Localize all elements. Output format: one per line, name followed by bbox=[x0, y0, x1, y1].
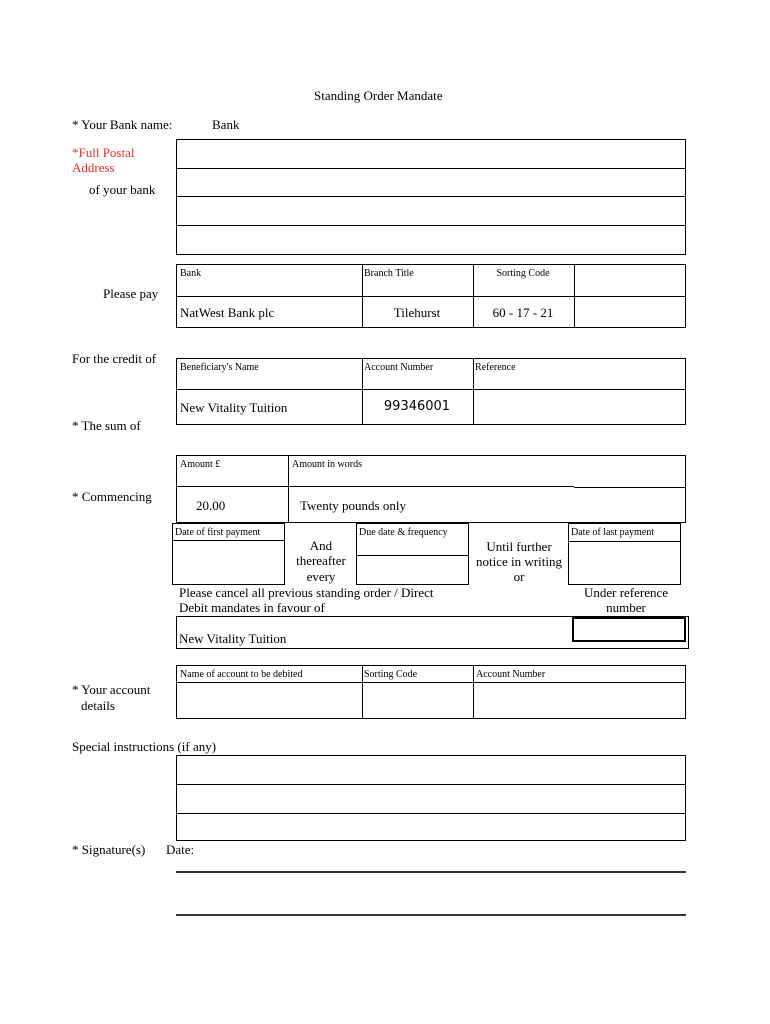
commencing-label: * Commencing bbox=[72, 489, 152, 504]
last-payment-field[interactable] bbox=[569, 541, 680, 584]
due-date-header: Due date & frequency bbox=[359, 527, 448, 538]
first-payment-field[interactable] bbox=[173, 541, 284, 584]
amount-words-value: Twenty pounds only bbox=[300, 498, 406, 513]
postal-address-label-2: Address bbox=[72, 160, 115, 175]
reference-field[interactable] bbox=[474, 390, 685, 424]
beneficiary-name-value: New Vitality Tuition bbox=[180, 400, 288, 415]
reference-number-field[interactable] bbox=[572, 617, 686, 642]
bank-name-value: Bank bbox=[212, 117, 240, 132]
due-date-field[interactable] bbox=[357, 555, 468, 584]
account-number-header: Account Number bbox=[364, 362, 434, 373]
debit-account-name-field[interactable] bbox=[177, 682, 361, 718]
debit-account-number-header: Account Number bbox=[476, 669, 546, 680]
branch-title-value: Tilehurst bbox=[393, 305, 441, 320]
thereafter-text-2: thereafter bbox=[296, 553, 346, 568]
payee-bank-value: NatWest Bank plc bbox=[180, 305, 275, 320]
first-payment-header: Date of first payment bbox=[175, 527, 261, 538]
until-text-2: notice in writing bbox=[476, 554, 562, 569]
amount-header: Amount £ bbox=[180, 459, 221, 470]
special-instructions-label: Special instructions (if any) bbox=[72, 739, 217, 754]
address-line-1-field[interactable] bbox=[177, 140, 685, 167]
credit-of-label: For the credit of bbox=[72, 351, 157, 366]
amount-table bbox=[176, 455, 686, 523]
amount-value: 20.00 bbox=[196, 498, 226, 513]
amount-words-header: Amount in words bbox=[292, 459, 362, 470]
cancel-beneficiary-value: New Vitality Tuition bbox=[179, 631, 287, 646]
sum-of-label: * The sum of bbox=[72, 418, 141, 433]
cancel-text-1: Please cancel all previous standing order / Direct bbox=[179, 585, 434, 600]
address-line-3-field[interactable] bbox=[177, 196, 685, 224]
signature-line-1[interactable] bbox=[176, 871, 686, 873]
address-line-2-field[interactable] bbox=[177, 168, 685, 195]
debit-sorting-code-field[interactable] bbox=[362, 682, 472, 718]
account-details-label: * Your account bbox=[72, 682, 151, 697]
postal-address-label-3: of your bank bbox=[89, 182, 156, 197]
special-instructions-line-3[interactable] bbox=[177, 813, 685, 840]
last-payment-header: Date of last payment bbox=[571, 527, 655, 538]
postal-address-label: *Full Postal bbox=[72, 145, 135, 160]
special-instructions-line-2[interactable] bbox=[177, 784, 685, 812]
debit-sorting-code-header: Sorting Code bbox=[364, 669, 418, 680]
bank-name-label: * Your Bank name: bbox=[72, 117, 173, 132]
debit-account-number-field[interactable] bbox=[473, 682, 685, 718]
beneficiary-name-header: Beneficiary's Name bbox=[180, 362, 259, 373]
page-title: Standing Order Mandate bbox=[314, 88, 443, 103]
until-text-1: Until further bbox=[486, 539, 552, 554]
account-details-label-2: details bbox=[81, 698, 115, 713]
special-instructions-line-1[interactable] bbox=[177, 756, 685, 783]
signature-line-2[interactable] bbox=[176, 914, 686, 916]
reference-header: Reference bbox=[475, 362, 516, 373]
bank-header: Bank bbox=[180, 268, 202, 279]
please-pay-label: Please pay bbox=[103, 286, 159, 301]
thereafter-text-1: And bbox=[309, 538, 333, 553]
cancel-text-2: Debit mandates in favour of bbox=[179, 600, 325, 615]
under-reference-text-1: Under reference bbox=[583, 585, 669, 600]
beneficiary-account-value: 99346001 bbox=[383, 399, 451, 414]
under-reference-text-2: number bbox=[606, 600, 646, 615]
branch-title-header: Branch Title bbox=[364, 268, 414, 279]
sorting-code-header: Sorting Code bbox=[496, 268, 550, 279]
signature-label: * Signature(s) bbox=[72, 842, 146, 857]
thereafter-text-3: every bbox=[306, 569, 336, 584]
sorting-code-value: 60 - 17 - 21 bbox=[492, 305, 554, 320]
debit-account-name-header: Name of account to be debited bbox=[180, 669, 303, 680]
address-line-4-field[interactable] bbox=[177, 225, 685, 254]
date-label: Date: bbox=[166, 842, 195, 857]
until-text-3: or bbox=[513, 569, 525, 584]
